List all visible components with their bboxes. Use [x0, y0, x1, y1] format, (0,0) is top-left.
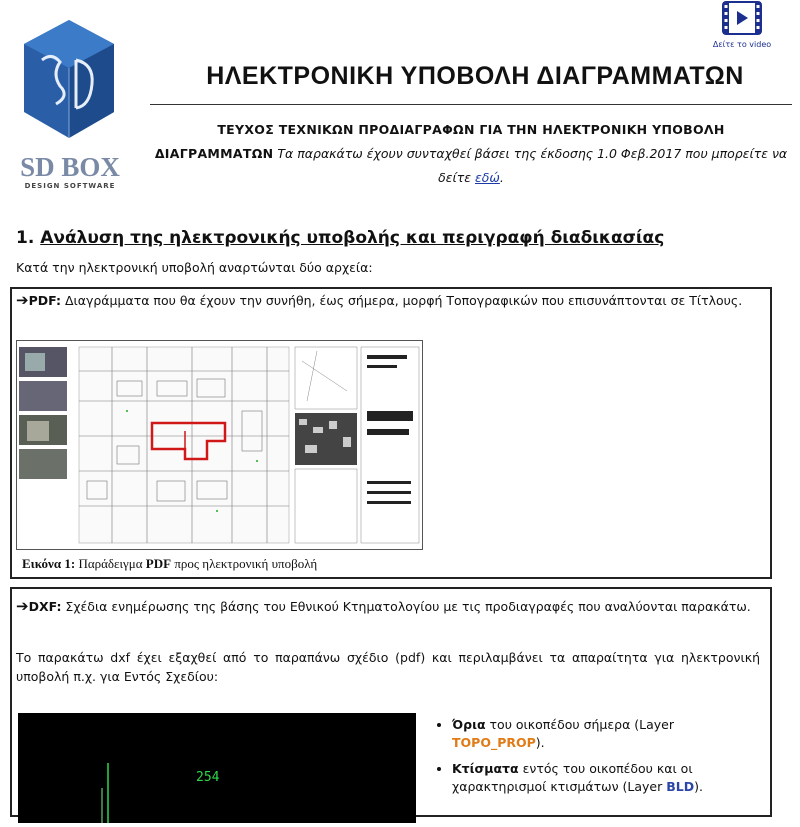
arrow-icon: ➔ — [16, 291, 29, 309]
bullet-text: του οικοπέδου σήμερα (Layer — [485, 717, 675, 732]
pdf-description — [16, 291, 760, 310]
figure-caption — [22, 556, 317, 572]
caption-text: Παράδειγμα — [75, 556, 146, 571]
pdf-label: PDF: — [28, 293, 61, 308]
topographic-plan-image — [17, 341, 422, 549]
caption-pdf: PDF — [145, 556, 172, 571]
pdf-text: Διαγράμματα που θα έχουν την συνήθη, έως σήμερα, μορφή Τοπογραφικών που επισυνάπτονται σε Τίτλους. — [60, 293, 743, 308]
dxf-note: Το παρακάτω dxf έχει εξαχθεί από το παραπάνω σχέδιο (pdf) και περιλαμβάνει τα απαραίτητα για ηλεκτρονική υποβολή π.χ. για Εντός Σχεδίου: — [16, 650, 760, 684]
section-intro: Κατά την ηλεκτρονική υποβολή αναρτώνται δύο αρχεία: — [16, 260, 373, 275]
arrow-icon: ➔ — [16, 597, 29, 615]
watch-video-button[interactable] — [712, 0, 772, 50]
dxf-bullet-list — [430, 716, 770, 804]
bullet-bold: Όρια — [452, 717, 486, 732]
subtitle-end: . — [499, 170, 504, 185]
cad-drawing — [18, 713, 416, 823]
bullet-end: ). — [535, 735, 545, 750]
pdf-example-figure — [16, 340, 423, 550]
logo-text: SD BOX — [20, 152, 120, 182]
list-item — [452, 716, 770, 752]
dxf-cad-image — [18, 713, 416, 823]
caption-label: Εικόνα 1: — [22, 556, 76, 571]
subtitle-italic: Τα παρακάτω έχουν συνταχθεί βάσει της έκδοσης 1.0 Φεβ.2017 που μπορείτε να δείτε — [277, 146, 788, 185]
subtitle-bold-2: ΔΙΑΓΡΑΜΜΑΤΩΝ — [154, 146, 274, 161]
bullet-bold: Κτίσματα — [452, 761, 519, 776]
section-number: 1. — [16, 228, 35, 248]
dxf-text: Σχέδια ενημέρωσης της βάσης του Εθνικού Κτηματολογίου με τις προδιαγραφές που αναλύονται παρακάτω. — [61, 599, 751, 614]
subtitle-bold-1: ΤΕΥΧΟΣ ΤΕΧΝΙΚΩΝ ΠΡΟΔΙΑΓΡΑΦΩΝ ΓΙΑ ΤΗΝ ΗΛΕΚΤΡΟΝΙΚΗ ΥΠΟΒΟΛΗ — [217, 122, 725, 137]
bullet-end: ). — [694, 779, 703, 794]
layer-name: BLD — [666, 779, 695, 794]
list-item — [452, 760, 770, 796]
cad-number-label: 254 — [196, 770, 220, 785]
video-label[interactable]: Δείτε το video — [712, 40, 772, 49]
page-title: ΗΛΕΚΤΡΟΝΙΚΗ ΥΠΟΒΟΛΗ ΔΙΑΓΡΑΜΜΑΤΩΝ — [206, 62, 744, 90]
bullet-text: εντός του οικοπέδου και οι χαρακτηρισμοί κτισμάτων (Layer — [452, 761, 693, 794]
section-title: Ανάλυση της ηλεκτρονικής υποβολής και περιγραφή διαδικασίας — [40, 228, 665, 248]
layer-name: TOPO_PROP — [452, 735, 536, 750]
sdbox-logo — [14, 20, 124, 200]
video-film-icon — [721, 0, 763, 36]
title-divider — [150, 104, 792, 105]
dxf-description — [16, 597, 760, 616]
caption-end: προς ηλεκτρονική υποβολή — [171, 556, 318, 571]
dxf-label: DXF: — [28, 599, 62, 614]
section-heading — [16, 228, 664, 248]
logo-subtext: DESIGN SOFTWARE — [24, 182, 116, 190]
here-link[interactable]: εδώ — [475, 170, 500, 185]
subtitle-block — [150, 118, 792, 190]
